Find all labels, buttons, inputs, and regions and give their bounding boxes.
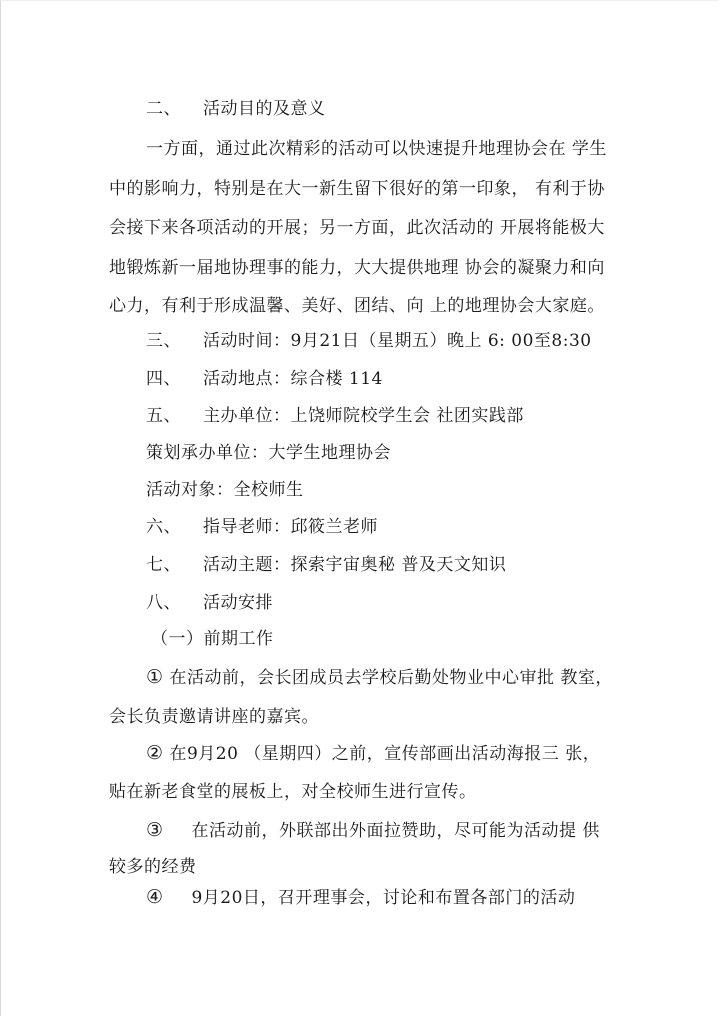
section-number: 七、 (146, 555, 181, 575)
activity-time: 活动时间：9月21日（星期五）晚上 6: 00至8:30 (203, 331, 592, 351)
section-5-line (146, 405, 524, 427)
item-text: 9月20日，召开理事会，讨论和布置各部门的活动 (191, 888, 576, 908)
section-number: 五、 (146, 406, 181, 426)
item-text: 在活动前，会长团成员去学校后勤处物业中心审批 教室， (169, 668, 613, 688)
list-item-3 (146, 819, 600, 842)
section-3-line (146, 330, 592, 352)
list-item-4 (146, 886, 575, 909)
paragraph-line: 中的影响力，特别是在大一新生留下很好的第一印象， 有利于协 (109, 179, 605, 199)
item-marker: ① (146, 666, 164, 688)
activity-location: 活动地点：综合楼 114 (203, 369, 383, 389)
list-item-1 (146, 666, 613, 689)
section-title: 活动目的及意义 (203, 99, 326, 119)
item-marker: ② (146, 742, 164, 764)
section-2-heading (146, 98, 326, 120)
item-marker: ③ (146, 819, 164, 841)
host-unit: 主办单位：上饶师院校学生会 社团实践部 (203, 406, 524, 426)
item-text: 在9月20 （星期四）之前，宣传部画出活动海报三 张， (169, 744, 601, 764)
section-7-line (146, 554, 506, 576)
section-number: 六、 (146, 517, 181, 537)
section-number: 四、 (146, 369, 181, 389)
organizer-line: 策划承办单位：大学生地理协会 (146, 443, 391, 463)
item-marker: ④ (146, 886, 164, 908)
section-4-line (146, 368, 383, 390)
paragraph-line: 一方面，通过此次精彩的活动可以快速提升地理协会在 学生 (146, 139, 607, 159)
advisor: 指导老师：邱筱兰老师 (203, 517, 378, 537)
paragraph-line: 贴在新老食堂的展板上，对全校师生进行宣传。 (109, 782, 477, 802)
section-number: 三、 (146, 331, 181, 351)
item-text: 在活动前，外联部出外面拉赞助，尽可能为活动提 供 (191, 821, 600, 841)
section-6-line (146, 516, 378, 538)
paragraph-line: 会长负责邀请讲座的嘉宾。 (109, 707, 319, 727)
paragraph-line: 较多的经费 (109, 857, 197, 877)
paragraph-line: 会接下来各项活动的开展；另一方面，此次活动的 开展将能极大 (109, 218, 605, 238)
arrangement-title: 活动安排 (203, 593, 273, 613)
subsection-heading: （一）前期工作 (151, 629, 274, 649)
audience-line: 活动对象：全校师生 (146, 480, 304, 500)
activity-theme: 活动主题：探索宇宙奥秘 普及天文知识 (203, 555, 507, 575)
section-number: 八、 (146, 593, 181, 613)
paragraph-line: 地锻炼新一届地协理事的能力，大大提供地理 协会的凝聚力和向 (109, 258, 605, 278)
section-8-line (146, 592, 273, 614)
section-number: 二、 (146, 99, 181, 119)
paragraph-line: 心力，有利于形成温馨、美好、团结、向 上的地理协会大家庭。 (109, 296, 605, 316)
list-item-2 (146, 742, 600, 765)
